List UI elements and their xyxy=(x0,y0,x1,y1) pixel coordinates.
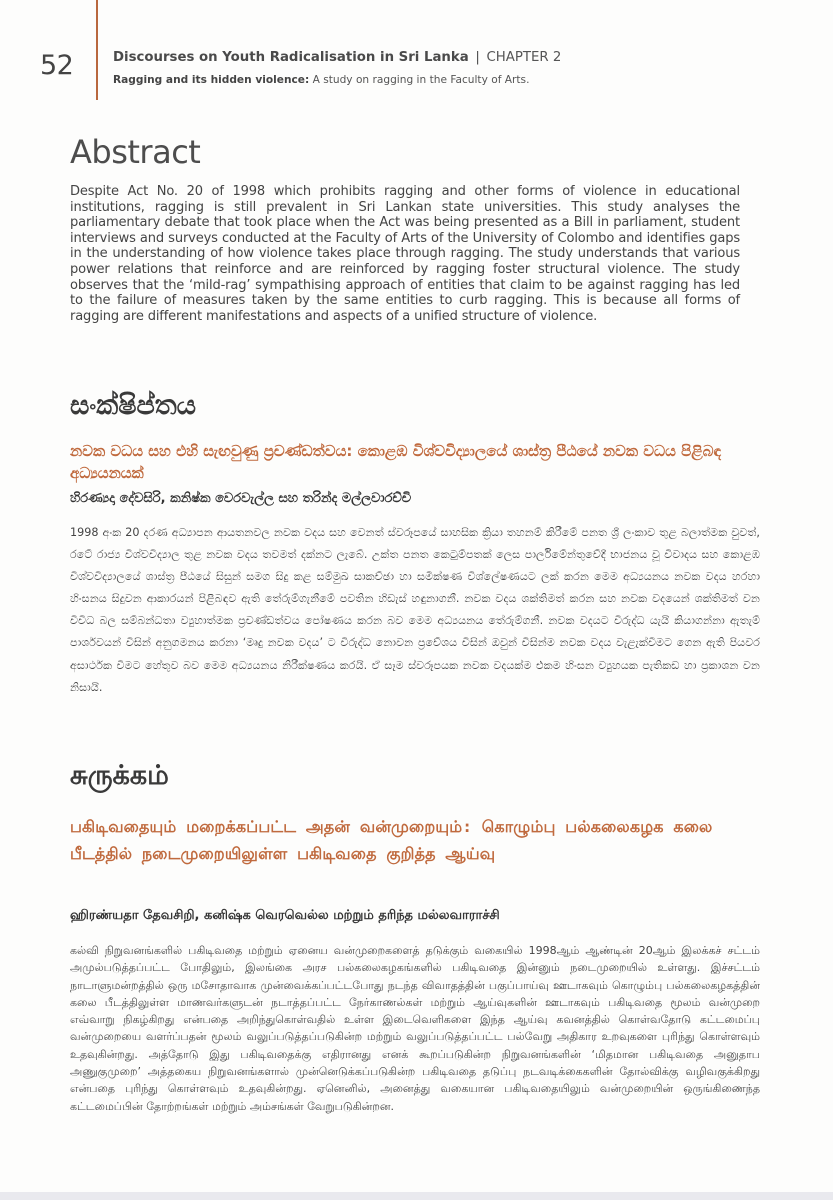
tamil-authors: ஹிரண்யதா தேவசிறி, கனிஷ்க வெரவெல்ல மற்றும் தரிந்த மல்லவாராச்சி xyxy=(70,908,500,923)
abstract-title: Abstract xyxy=(70,133,201,171)
page-header xyxy=(0,0,833,100)
sinhala-section-title: සංක්ෂිප්තය xyxy=(70,390,197,421)
running-subtitle xyxy=(113,74,529,86)
header-divider xyxy=(96,0,98,100)
subtitle-rest: A study on ragging in the Faculty of Arts. xyxy=(312,74,530,86)
sinhala-abstract-body: 1998 අංක 20 දරණ අධ්‍යාපන ආයතනවල නවක වදය සහ වෙනත් ස්වරූපයේ සාහසික ක්‍රියා තහනම් කිරීමේ පනත ශ්‍රී ලංකාව තුළ බලාත්මක වුවත්, රටේ රාජ්‍ය විශ්වවිද්‍යාල තුළ නවක වදය තවමත් දක්නට ලැබේ. උක්ත පනත කෙටුම්පතක් ලෙස පාර්ලිමේන්තුවේදී භාජනය වූ විවාදය සහ කොළඹ විශ්වවිද්‍යාලයේ ශාස්ත්‍ර පීඨයේ සිසුන් සමග සිදු කළ සම්මුඛ සාකච්ඡා හා සමීක්ෂණ විශ්ලේෂණයට ලක් කරන මෙම අධ්‍යයනය නවක වදය හරහා හිංසනය සිදුවන ආකාරයන් පිළිබඳව ඇති තේරුම්ගැනීමේ පවතින හිඩැස් හඳුනාගනී. නවක වදය ශක්තිමත් කරන සහ නවක වදයෙන් ශක්තිමත් වන විවිධ බල සම්බන්ධතා ව්‍යුහාත්මක ප්‍රචණ්ඩත්වය පෝෂණය කරන බව මෙම අධ්‍යයනය තේරුම්ගනී. නවක වදයට විරුද්ධ යැයි කියාගන්නා ඇතැම් පාර්ශවයන් විසින් අනුගමනය කරනා ‘මෘදු නවක වදය’ ට විරුද්ධ නොවන ප්‍රවේශය විසින් ඔවුන් විසින්ම නවක වදය වැළැක්වීමට ගෙන ඇති පියවර අසාර්ථක වීමට හේතුව බව මෙම අධ්‍යයනය නිරීක්ෂණය කරයි. ඒ සෑම ස්වරූපයක නවක වදයක්ම එකම හිංසන ව්‍යුහයක පැතිකඩ හා ප්‍රකාශන වන නිසායි. xyxy=(70,526,760,694)
sinhala-authors: හිරණ්‍යදා දේවසිරි, කනිෂ්ක වෙරවැල්ල සහ තරින්ද මල්ලවාරච්චි xyxy=(70,491,412,506)
page-number: 52 xyxy=(40,50,74,81)
abstract-body: Despite Act No. 20 of 1998 which prohibits ragging and other forms of violence in educational institutions, ragging is still prevalent in Sri Lankan state universities. This study analyses the parliamentary debate that took place when the Act was being presented as a Bill in parliament, student interviews and surveys conducted at the Faculty of Arts of the University of Colombo and identifies gaps in the understanding of how violence takes place through ragging. The study understands that various power relations that reinforce and are reinforced by ragging foster structural violence. The study observes that the ‘mild-rag’ sympathising approach of entities that claim to be against ragging has led to the failure of measures taken by the same entities to curb ragging. This is because all forms of ragging are different manifestations and aspects of a unified structure of violence. xyxy=(70,184,740,324)
chapter-label: CHAPTER 2 xyxy=(486,50,562,65)
sinhala-article-heading: නවක වධය සහ එහි සැඟවුණු ප්‍රචණ්ඩත්වය: කොළඹ විශ්වවිද්‍යාලයේ ශාස්ත්‍ර පීඨයේ නවක වධය පිළිබඳ අධ්‍යයනයක් xyxy=(70,442,722,482)
running-title xyxy=(113,50,561,65)
tamil-abstract-body: கல்வி நிறுவனங்களில் பகிடிவதை மற்றும் ஏனைய வன்முறைகளைத் தடுக்கும் வகையில் 1998ஆம் ஆண்டின் 20ஆம் இலக்கச் சட்டம் அமுல்படுத்தப்பட்ட போதிலும், இலங்கை அரச பல்கலைகழகங்களில் பகிடிவதை இன்னும் நடைமுறையில் உள்ளது. இச்சட்டம் நாடாளுமன்றத்தில் ஒரு மசோதாவாக முன்வைக்கப்பட்டபோது நடந்த விவாதத்தின் பகுப்பாய்வு ஊடாகவும் கொழும்பு பல்கலைகழகத்தின் கலை பீடத்திலுள்ள மாணவர்களுடன் நடாத்தப்பட்ட நேர்காணல்கள் மற்றும் ஆய்வுகளின் ஊடாகவும் பகிடிவதை மூலம் வன்முறை எவ்வாறு நிகழ்கிறது என்பதை அறிந்துகொள்வதில் உள்ள இடைவெளிகளை இந்த ஆய்வு கவனத்தில் கொள்வதோடு கட்டமைப்பு வன்முறையை வளர்ப்பதன் மூலம் வலுப்படுத்தப்படுகின்ற மற்றும் வலுப்படுத்தப்பட்ட பல்வேறு அதிகார உறவுகளை புரிந்து கொள்ளவும் உதவுகின்றது. அத்தோடு இது பகிடிவதைக்கு எதிரானது எனக் கூறப்படுகின்ற நிறுவனங்களின் ‘மிதமான பகிடிவதை அனுதாப அணுகுமுறை’ அத்தகைய நிறுவனங்களால் முன்னெடுக்கப்படுகின்ற பகிடிவதை தடுப்பு நடவடிக்கைகளின் தோல்விக்கு வழிவகுக்கிறது என்பதை புரிந்து கொள்ளவும் உதவுகின்றது. ஏனெனில், அனைத்து வகையான பகிடிவதையிலும் வன்முறையின் ஒருங்கிணைந்த கட்டமைப்பின் தோற்றங்கள் மற்றும் அம்சங்கள் வேறுபடுகின்றன. xyxy=(70,944,760,1113)
tamil-section-title: சுருக்கம் xyxy=(70,760,169,791)
subtitle-bold: Ragging and its hidden violence: xyxy=(113,74,310,86)
title-separator: | xyxy=(475,50,480,65)
tamil-article-heading: பகிடிவதையும் மறைக்கப்பட்ட அதன் வன்முறையும்: கொழும்பு பல்கலைகழக கலை பீடத்தில் நடைமுறையிலுள்ள பகிடிவதை குறித்த ஆய்வு xyxy=(70,817,713,863)
bottom-edge xyxy=(0,1192,833,1200)
book-title: Discourses on Youth Radicalisation in Sri Lanka xyxy=(113,50,469,65)
